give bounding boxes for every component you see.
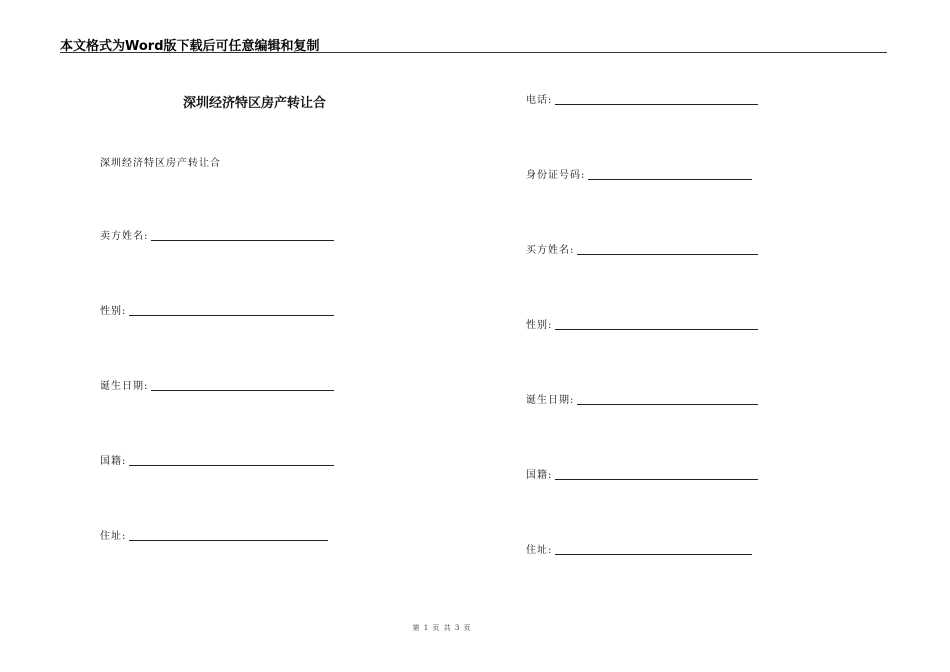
seller-gender-blank[interactable]	[129, 314, 334, 316]
buyer-address-blank[interactable]	[555, 553, 752, 555]
seller-name-blank[interactable]	[151, 239, 334, 241]
document-title: 深圳经济特区房产转让合	[183, 96, 327, 111]
id-number-field	[526, 166, 752, 182]
buyer-birth-date-label: 诞生日期:	[526, 395, 575, 406]
buyer-gender-field	[526, 316, 758, 332]
id-number-blank[interactable]	[588, 178, 752, 180]
buyer-birth-date-field	[526, 391, 758, 407]
seller-address-field	[100, 527, 328, 543]
buyer-nationality-label: 国籍:	[526, 470, 553, 481]
buyer-nationality-field	[526, 466, 758, 482]
seller-gender-label: 性别:	[100, 306, 127, 317]
seller-gender-field	[100, 302, 334, 318]
id-number-label: 身份证号码:	[526, 170, 586, 181]
header-title: 本文格式为Word版下载后可任意编辑和复制	[60, 39, 320, 54]
buyer-nationality-blank[interactable]	[555, 478, 758, 480]
buyer-gender-blank[interactable]	[555, 328, 758, 330]
seller-nationality-field	[100, 452, 334, 468]
buyer-gender-label: 性别:	[526, 320, 553, 331]
buyer-address-label: 住址:	[526, 545, 553, 556]
page-number: 第 1 页 共 3 页	[412, 624, 472, 632]
phone-blank[interactable]	[555, 103, 758, 105]
seller-nationality-blank[interactable]	[129, 464, 334, 466]
phone-label: 电话:	[526, 95, 553, 106]
header-divider	[60, 52, 887, 53]
document-subtitle: 深圳经济特区房产转让合	[100, 158, 221, 169]
seller-birth-date-blank[interactable]	[151, 389, 334, 391]
buyer-birth-date-blank[interactable]	[577, 403, 758, 405]
seller-nationality-label: 国籍:	[100, 456, 127, 467]
buyer-address-field	[526, 541, 752, 557]
seller-address-label: 住址:	[100, 531, 127, 542]
buyer-name-field	[526, 241, 758, 257]
buyer-name-blank[interactable]	[577, 253, 758, 255]
seller-name-field	[100, 227, 334, 243]
seller-name-label: 卖方姓名:	[100, 231, 149, 242]
seller-birth-date-field	[100, 377, 334, 393]
phone-field	[526, 91, 758, 107]
seller-address-blank[interactable]	[129, 539, 328, 541]
seller-birth-date-label: 诞生日期:	[100, 381, 149, 392]
buyer-name-label: 买方姓名:	[526, 245, 575, 256]
